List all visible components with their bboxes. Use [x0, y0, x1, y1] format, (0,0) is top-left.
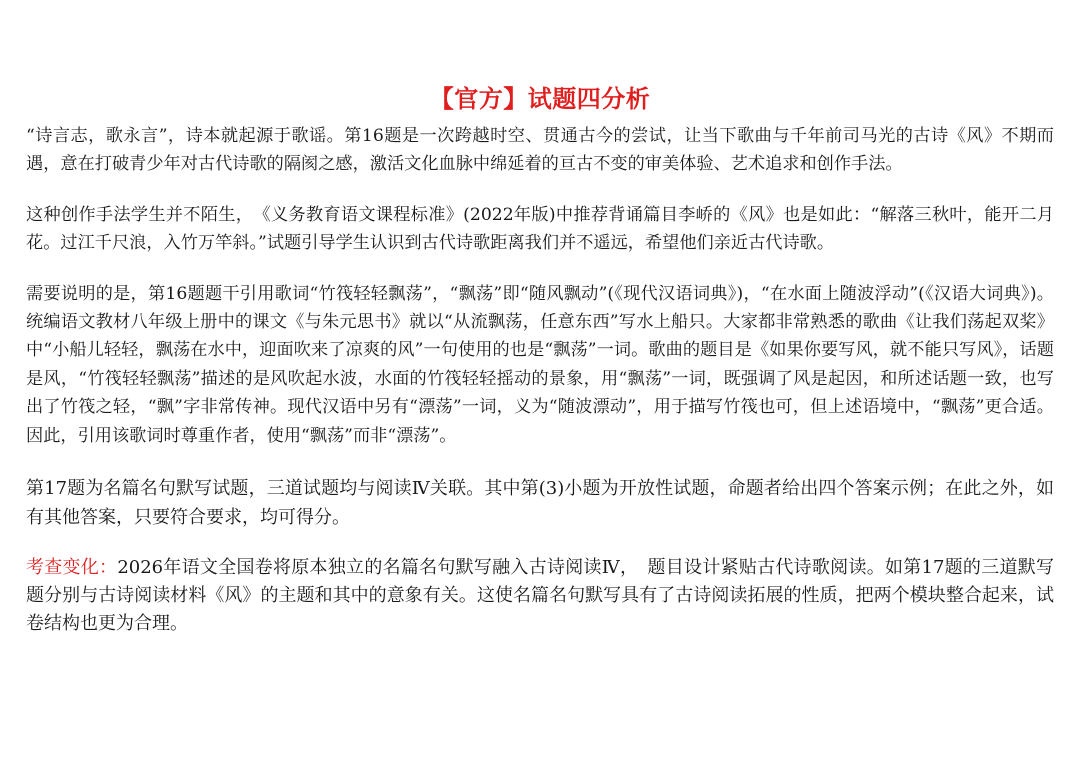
change-body: 2026年语文全国卷将原本独立的名篇名句默写融入古诗阅读Ⅳ， 题目设计紧贴古代诗歌阅读。如第17题的三道默写题分别与古诗阅读材料《风》的主题和其中的意象有关。这使名篇名句默写具有了古诗阅读拓展的性质，把两个模块整合起来，试卷结构也更为合理。 [26, 557, 1054, 635]
document-page [26, 78, 1054, 638]
paragraph-curriculum: 这种创作手法学生并不陌生， 《义务教育语文课程标准》(2022年版)中推荐背诵篇目李峤的《风》也是如此：“解落三秋叶，能开二月花。过江千尺浪，入竹万竿斜。”试题引导学生认识到古代诗歌距离我们并不遥远，希望他们亲近古代诗歌。 [26, 204, 1054, 254]
page-title: 【官方】试题四分析 [429, 85, 651, 113]
paragraph-question-17: 第17题为名篇名句默写试题，三道试题均与阅读Ⅳ关联。其中第(3)小题为开放性试题，命题者给出四个答案示例；在此之外，如有其他答案，只要符合要求，均可得分。 [26, 478, 1054, 529]
change-label: 考查变化： [26, 557, 118, 579]
paragraph-change [26, 554, 1054, 638]
paragraph-explanation: 需要说明的是，第16题题干引用歌词“竹筏轻轻飘荡”，“飘荡”即“随风飘动”(《现代汉语词典》)，“在水面上随波浮动”(《汉语大词典》)。统编语文教材八年级上册中的课文《与朱元思书》就以“从流飘荡，任意东西”写水上船只。大家都非常熟悉的歌曲《让我们荡起双桨》中“小船儿轻轻，飘荡在水中，迎面吹来了凉爽的风”一句使用的也是“飘荡”一词。歌曲的题目是《如果你要写风，就不能只写风》，话题是风，“竹筏轻轻飘荡”描述的是风吹起水波，水面的竹筏轻轻摇动的景象，用“飘荡”一词，既强调了风是起因，和所述话题一致，也写出了竹筏之轻，“飘”字非常传神。现代汉语中另有“漂荡”一词，义为“随波漂动”，用于描写竹筏也可，但上述语境中，“飘荡”更合适。因此，引用该歌词时尊重作者，使用“飘荡”而非“漂荡”。 [26, 283, 1054, 446]
paragraph-intro: “诗言志，歌永言”，诗本就起源于歌谣。第16题是一次跨越时空、贯通古今的尝试，让当下歌曲与千年前司马光的古诗《风》不期而遇，意在打破青少年对古代诗歌的隔阂之感，激活文化血脉中绵延着的亘古不变的审美体验、艺术追求和创作手法。 [26, 126, 1054, 175]
